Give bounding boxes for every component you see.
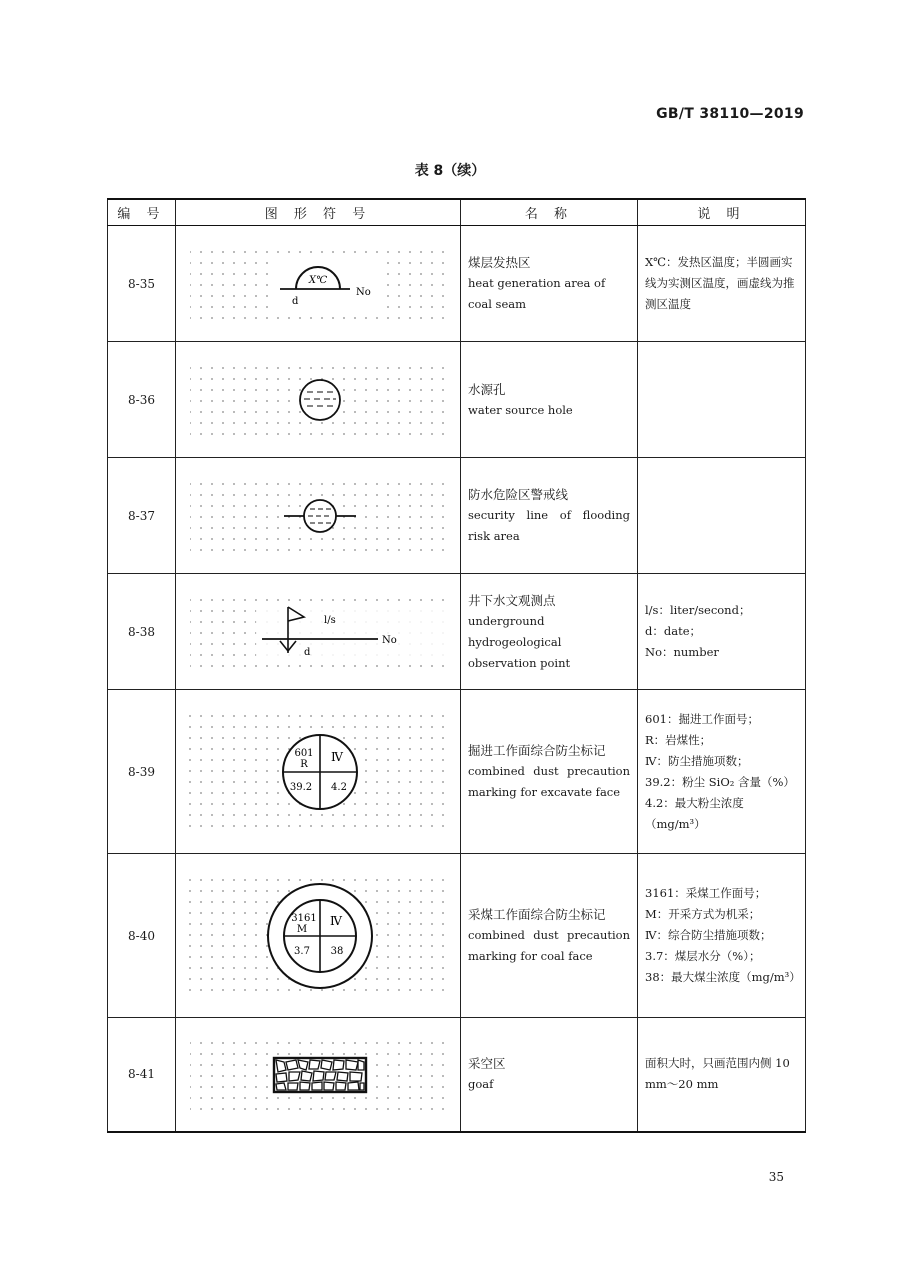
name-cell [461,226,638,342]
name-cell [461,458,638,574]
name-chinese: 掘进工作面综合防尘标记 [468,743,606,758]
description-line: Ⅳ：防尘措施项数； [645,753,749,768]
sio2-content-label: 39.2 [289,781,313,793]
header-description: 说 明 [638,199,806,226]
name-chinese: 煤层发热区 [468,255,531,270]
water-source-hole-symbol [176,343,461,457]
symbol-cell [176,342,461,458]
name-cell [461,574,638,690]
goaf-symbol [176,1018,461,1130]
face-number-label: 3161 [291,912,317,924]
number-label: No [356,286,371,298]
name-cell [461,690,638,854]
row-number: 8-37 [108,458,176,574]
standard-code: GB/T 38110—2019 [656,106,804,122]
measure-count-label: Ⅳ [331,749,343,764]
name-english: goaf [468,1077,494,1092]
description-cell [638,690,806,854]
header-number: 编 号 [108,199,176,226]
header-name: 名 称 [461,199,638,226]
description-line: l/s：liter/second； [645,603,751,617]
flooding-risk-line-symbol [176,459,461,573]
table-row [108,854,806,1018]
number-label: No [382,634,397,646]
description-cell [638,342,806,458]
description-line: M：开采方式为机采； [645,907,761,921]
name-english: security line of flooding risk area [468,508,630,543]
face-number-label: 601 [294,747,314,759]
name-english: underground hydrogeological observation point [468,613,571,670]
description-line: 4.2：最大粉尘浓度（mg/m³） [645,795,744,831]
description-line: 3161：采煤工作面号； [645,886,767,900]
table-row [108,1018,806,1132]
description-line: Ⅳ：综合防尘措施项数； [645,928,772,942]
name-chinese: 井下水文观测点 [468,592,556,608]
symbol-cell [176,854,461,1018]
table-row [108,458,806,574]
page-number: 35 [768,1170,784,1184]
heat-generation-area-symbol [176,227,461,341]
mining-method-label: M [296,923,308,935]
row-number: 8-41 [108,1018,176,1132]
measure-count-label: Ⅳ [330,913,342,928]
description-cell [638,226,806,342]
symbol-cell [176,226,461,342]
table-row [108,226,806,342]
table-row [108,342,806,458]
table-title: 表 8（续） [414,163,486,179]
description-line: 38：最大煤尘浓度（mg/m³） [645,970,801,984]
row-number: 8-36 [108,342,176,458]
rock-coal-label: R [300,758,308,770]
date-label: d [292,295,299,307]
hydrogeological-observation-point-symbol [176,575,461,689]
description-line: 3.7：煤层水分（%）； [645,949,761,963]
row-number: 8-38 [108,574,176,690]
description-cell [638,574,806,690]
description-cell [638,854,806,1018]
excavate-face-dust-marking-symbol [176,691,461,853]
name-chinese: 水源孔 [468,381,506,397]
table-row [108,690,806,854]
name-chinese: 采煤工作面综合防尘标记 [468,907,606,922]
description-line: X℃：发热区温度；半圆画实线为实测区温度，画虚线为推测区温度 [645,255,795,311]
description-line: 39.2：粉尘 SiO₂ 含量（%） [645,774,795,789]
max-dust-label: 38 [330,945,344,957]
table-header-row [108,199,806,226]
max-dust-label: 4.2 [331,781,347,793]
symbol-cell [176,574,461,690]
flow-rate-label: l/s [324,614,336,626]
name-english: combined dust precaution marking for excavate face [468,764,630,799]
description-line: d：date； [645,624,702,638]
name-cell [461,854,638,1018]
name-english: heat generation area of coal seam [468,276,606,311]
row-number: 8-35 [108,226,176,342]
row-number: 8-40 [108,854,176,1018]
name-english: combined dust precaution marking for coal face [468,928,630,963]
name-english: water source hole [468,402,573,417]
description-cell [638,1018,806,1132]
row-number: 8-39 [108,690,176,854]
temperature-label: X℃ [308,274,328,286]
symbol-cell [176,690,461,854]
name-chinese: 防水危险区警戒线 [468,487,569,502]
description-line: 601：掘进工作面号； [645,711,759,726]
date-label: d [304,646,311,658]
name-cell [461,1018,638,1132]
description-cell [638,458,806,574]
symbol-cell [176,1018,461,1132]
description-line: No：number [645,645,719,659]
name-cell [461,342,638,458]
symbol-table [107,198,806,1133]
header-symbol: 图 形 符 号 [176,199,461,226]
coal-face-dust-marking-symbol [176,855,461,1017]
description-line: 面积大时，只画范围内侧 10 mm～20 mm [645,1056,790,1092]
description-line: R：岩煤性； [645,732,712,747]
table-row [108,574,806,690]
symbol-cell [176,458,461,574]
moisture-label: 3.7 [294,945,310,957]
name-chinese: 采空区 [468,1056,506,1072]
